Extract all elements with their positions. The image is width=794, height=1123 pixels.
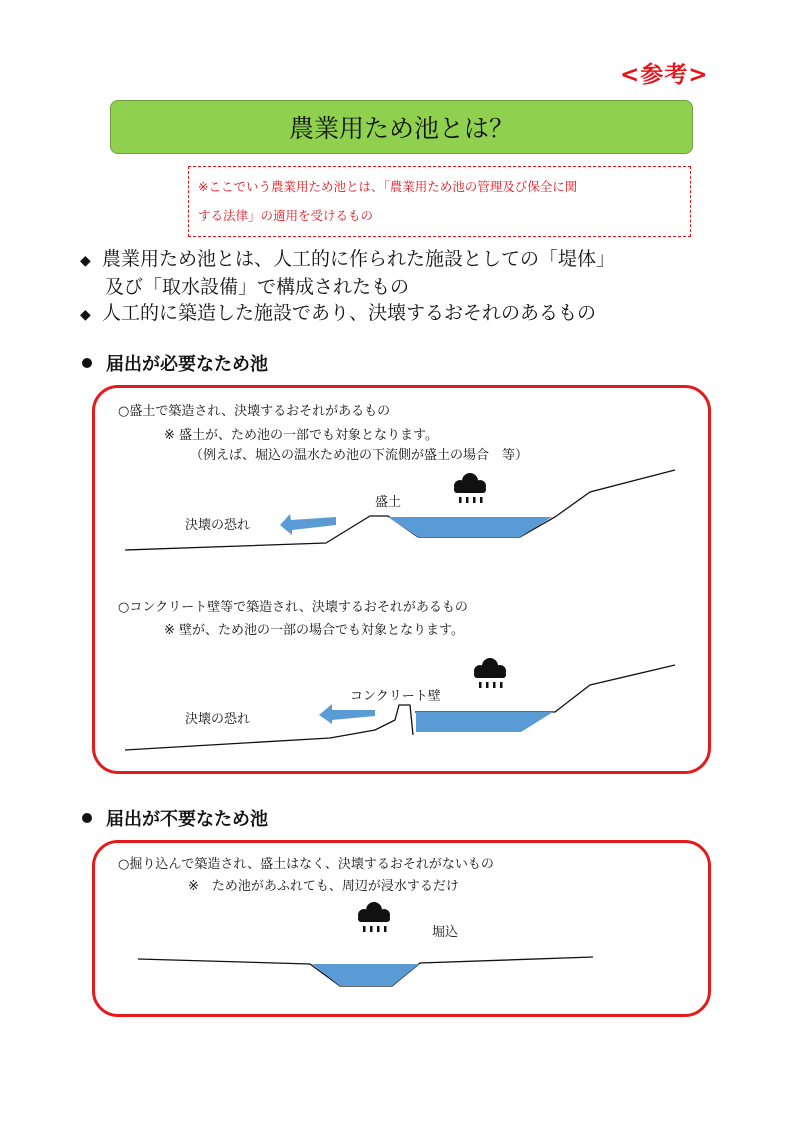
pond-water (416, 712, 553, 732)
rain-cloud-icon (454, 473, 486, 503)
case2-note1: ※ 壁が、ため池の一部の場合でも対象となります。 (164, 623, 464, 638)
case2-structure-label: コンクリート壁 (350, 689, 441, 704)
page-title-text: 農業用ため池とは？ (288, 114, 514, 143)
reference-tag: <参考> (620, 62, 709, 88)
case1-note1: ※ 盛土が、ため池の一部でも対象となります。 (164, 428, 438, 443)
section-not-required-heading-text: 届出が不要なため池 (106, 809, 268, 830)
bullet-1-line2: 及び「取水設備」で構成されたもの (105, 276, 410, 298)
arrow-left-icon (280, 514, 336, 535)
dugout-diagram (138, 902, 593, 986)
embankment-diagram (125, 470, 675, 550)
diamond-bullet-icon: ◆ (80, 253, 91, 269)
concrete-wall-diagram (125, 658, 675, 750)
diamond-bullet-icon: ◆ (80, 307, 91, 323)
definition-note-line1: ※ここでいう農業用ため池とは、「農業用ため池の管理及び保全に関 (198, 179, 578, 194)
case2-title: ○コンクリート壁等で築造され、決壊するおそれがあるもの (118, 600, 468, 615)
case1-title: ○盛土で築造され、決壊するおそれがあるもの (118, 404, 391, 419)
bullet-2-line1: 人工的に築造した施設であり、決壊するおそれのあるもの (102, 302, 597, 324)
arrow-left-icon (319, 704, 375, 724)
section-required-heading-text: 届出が必要なため池 (106, 354, 268, 375)
case1-structure-label: 盛土 (375, 495, 402, 510)
case3-structure-label: 堀込 (432, 925, 459, 940)
case3-title: ○掘り込んで築造され、盛土はなく、決壊するおそれがないもの (118, 857, 494, 872)
case1-note2: （例えば、堀込の温水ため池の下流側が盛土の場合 等） (190, 448, 529, 463)
pond-water (312, 964, 419, 986)
case2-risk-label: 決壊の恐れ (185, 712, 251, 727)
rain-cloud-icon (474, 658, 506, 688)
definition-note-line2: する法律」の適用を受けるもの (198, 208, 374, 223)
case3-note1: ※ ため池があふれても、周辺が浸水するだけ (188, 879, 459, 894)
case1-risk-label: 決壊の恐れ (185, 518, 251, 533)
bullet-1-line1: 農業用ため池とは、人工的に作られた施設としての「堤体」 (102, 248, 616, 270)
rain-cloud-icon (358, 902, 390, 932)
